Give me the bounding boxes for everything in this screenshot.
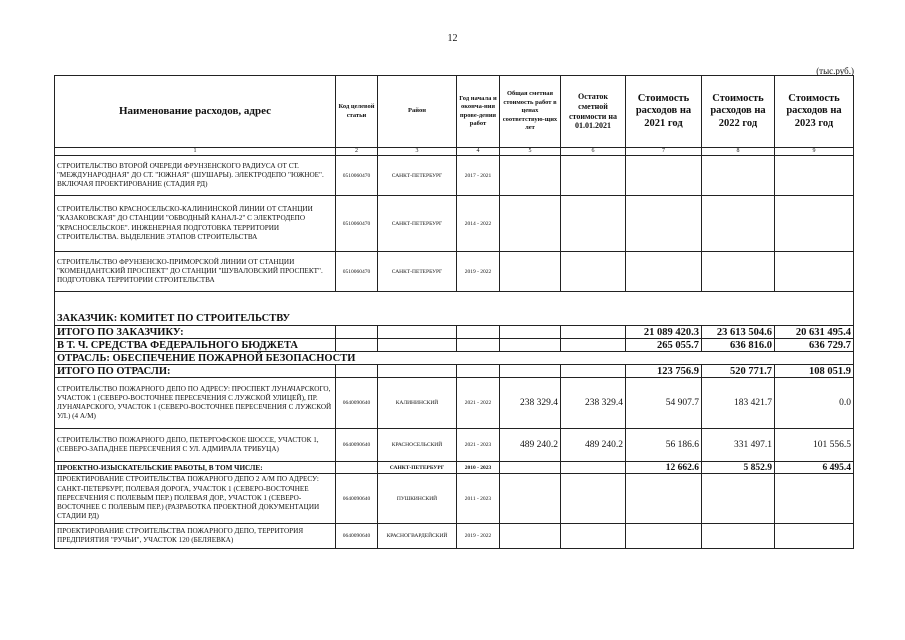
design-works-region: САНКТ-ПЕТЕРБУРГ (378, 462, 457, 474)
row-code: 0640090640 (336, 524, 378, 549)
column-number: 9 (775, 148, 854, 156)
design-works-2022: 5 852.9 (702, 462, 775, 474)
row-name: ПРОЕКТИРОВАНИЕ СТРОИТЕЛЬСТВА ПОЖАРНОГО ДЕПО, ТЕРРИТОРИЯ ПРЕДПРИЯТИЯ "РУЧЬИ", УЧАСТОК 120 (БЕЛЯЕВКА) (55, 524, 336, 549)
header-cost-2021: Стоимость расходов на 2021 год (626, 76, 702, 148)
row-region: КАЛИНИНСКИЙ (378, 378, 457, 429)
column-number: 1 (55, 148, 336, 156)
row-remaining: 238 329.4 (561, 378, 626, 429)
column-number: 5 (500, 148, 561, 156)
row-code: 0510060470 (336, 196, 378, 252)
customer-label: ЗАКАЗЧИК: КОМИТЕТ ПО СТРОИТЕЛЬСТВУ (55, 312, 854, 326)
header-remaining: Остаток сметной стоимости на 01.01.2021 (561, 76, 626, 148)
row-region: КРАСНОСЕЛЬСКИЙ (378, 429, 457, 462)
table-row (55, 378, 854, 429)
sector-row (55, 352, 854, 365)
total-sector-2023: 108 051.9 (775, 365, 854, 378)
header-cost-2022: Стоимость расходов на 2022 год (702, 76, 775, 148)
row-name: ПРОЕКТИРОВАНИЕ СТРОИТЕЛЬСТВА ПОЖАРНОГО ДЕПО 2 А/М ПО АДРЕСУ: САНКТ-ПЕТЕРБУРГ, ПОЛЕВАЯ ДОРОГА, УЧАСТОК 1 (СЕВЕРО-ВОСТОЧНЕЕ ПЕРЕСЕЧЕНИЯ С ПОЛЕВЫМ ПЕР.) ПОЛЕВАЯ ДОР., УЧАСТОК 1 (СЕВЕРО-ВОСТОЧНЕЕ С ПОЛЕВЫМ ПЕР.) (РАЗРАБОТКА ПРОЕКТНОЙ ДОКУМЕНТАЦИИ СТАДИИ РД) (55, 474, 336, 524)
header-name: Наименование расходов, адрес (55, 76, 336, 148)
total-customer-2022: 23 613 504.6 (702, 326, 775, 339)
sector-label: ОТРАСЛЬ: ОБЕСПЕЧЕНИЕ ПОЖАРНОЙ БЕЗОПАСНОСТИ (55, 352, 854, 365)
row-period: 2019 - 2022 (457, 252, 500, 292)
row-cost-2021: 56 186.6 (626, 429, 702, 462)
row-cost-2022: 331 497.1 (702, 429, 775, 462)
header-total-cost: Общая сметная стоимость работ в ценах соответствую-щих лет (500, 76, 561, 148)
federal-budget-2021: 265 055.7 (626, 339, 702, 352)
design-works-2021: 12 662.6 (626, 462, 702, 474)
spacer-row (55, 292, 854, 313)
row-region: ПУШКИНСКИЙ (378, 474, 457, 524)
row-cost-2021: 54 907.7 (626, 378, 702, 429)
budget-table (54, 75, 854, 549)
row-name: СТРОИТЕЛЬСТВО ПОЖАРНОГО ДЕПО ПО АДРЕСУ: ПРОСПЕКТ ЛУНАЧАРСКОГО, УЧАСТОК 1 (СЕВЕРО-ВОСТОЧНЕЕ ПЕРЕСЕЧЕНИЯ С ЛУЖСКОЙ УЛИЦЕЙ), ПР. ЛУНАЧАРСКОГО, УЧАСТОК 1 (СЕВЕРО-ВОСТОЧНЕЕ ПЕРЕСЕЧЕНИЯ С ЛУЖСКОЙ УЛ.) (4 А/М) (55, 378, 336, 429)
row-cost-2022: 183 421.7 (702, 378, 775, 429)
total-sector-label: ИТОГО ПО ОТРАСЛИ: (55, 365, 336, 378)
design-works-row (55, 462, 854, 474)
row-region: САНКТ-ПЕТЕРБУРГ (378, 196, 457, 252)
row-region: САНКТ-ПЕТЕРБУРГ (378, 252, 457, 292)
row-period: 2017 - 2021 (457, 156, 500, 196)
row-period: 2011 - 2023 (457, 474, 500, 524)
design-works-2023: 6 495.4 (775, 462, 854, 474)
table-row (55, 156, 854, 196)
row-total-cost: 489 240.2 (500, 429, 561, 462)
row-cost-2023: 101 556.5 (775, 429, 854, 462)
header-region: Район (378, 76, 457, 148)
row-period: 2021 - 2022 (457, 378, 500, 429)
total-sector-2021: 123 756.9 (626, 365, 702, 378)
column-numbers-row (55, 148, 854, 156)
table-row (55, 252, 854, 292)
column-number: 7 (626, 148, 702, 156)
total-sector-row (55, 365, 854, 378)
federal-budget-label: В Т. Ч. СРЕДСТВА ФЕДЕРАЛЬНОГО БЮДЖЕТА (55, 339, 336, 352)
design-works-label: ПРОЕКТНО-ИЗЫСКАТЕЛЬСКИЕ РАБОТЫ, В ТОМ ЧИСЛЕ: (55, 462, 336, 474)
row-name: СТРОИТЕЛЬСТВО ПОЖАРНОГО ДЕПО, ПЕТЕРГОФСКОЕ ШОССЕ, УЧАСТОК 1, (СЕВЕРО-ЗАПАДНЕЕ ПЕРЕСЕЧЕНИЯ С УЛ. АДМИРАЛА ТРИБУЦА) (55, 429, 336, 462)
row-region: САНКТ-ПЕТЕРБУРГ (378, 156, 457, 196)
header-cost-2023: Стоимость расходов на 2023 год (775, 76, 854, 148)
row-code: 0640090640 (336, 474, 378, 524)
row-code: 0510060470 (336, 156, 378, 196)
federal-budget-row (55, 339, 854, 352)
design-works-period: 2010 - 2023 (457, 462, 500, 474)
federal-budget-2022: 636 816.0 (702, 339, 775, 352)
total-sector-2022: 520 771.7 (702, 365, 775, 378)
table-row (55, 196, 854, 252)
units-label: (тыс.руб.) (816, 66, 854, 76)
header-row (55, 76, 854, 148)
header-period: Год начала и оконча-ния прове-дения работ (457, 76, 500, 148)
row-period: 2019 - 2022 (457, 524, 500, 549)
row-code: 0510060470 (336, 252, 378, 292)
table-row (55, 474, 854, 524)
row-period: 2021 - 2023 (457, 429, 500, 462)
row-name: СТРОИТЕЛЬСТВО ФРУНЗЕНСКО-ПРИМОРСКОЙ ЛИНИИ ОТ СТАНЦИИ "КОМЕНДАНТСКИЙ ПРОСПЕКТ" ДО СТАНЦИИ "ШУВАЛОВСКИЙ ПРОСПЕКТ". ПОДГОТОВКА ТЕРРИТОРИИ СТРОИТЕЛЬСТВА (55, 252, 336, 292)
table-row (55, 524, 854, 549)
column-number: 3 (378, 148, 457, 156)
row-total-cost: 238 329.4 (500, 378, 561, 429)
total-customer-row (55, 326, 854, 339)
row-code: 0640090640 (336, 378, 378, 429)
header-code: Код целевой статьи (336, 76, 378, 148)
customer-row (55, 312, 854, 326)
column-number: 8 (702, 148, 775, 156)
row-region: КРАСНОГВАРДЕЙСКИЙ (378, 524, 457, 549)
row-remaining: 489 240.2 (561, 429, 626, 462)
total-customer-2021: 21 089 420.3 (626, 326, 702, 339)
row-period: 2014 - 2022 (457, 196, 500, 252)
total-customer-label: ИТОГО ПО ЗАКАЗЧИКУ: (55, 326, 336, 339)
total-customer-2023: 20 631 495.4 (775, 326, 854, 339)
row-code: 0640090640 (336, 429, 378, 462)
page-number: 12 (447, 33, 458, 44)
column-number: 4 (457, 148, 500, 156)
federal-budget-2023: 636 729.7 (775, 339, 854, 352)
table-row (55, 429, 854, 462)
column-number: 6 (561, 148, 626, 156)
column-number: 2 (336, 148, 378, 156)
row-cost-2023: 0.0 (775, 378, 854, 429)
row-name: СТРОИТЕЛЬСТВО ВТОРОЙ ОЧЕРЕДИ ФРУНЗЕНСКОГО РАДИУСА ОТ СТ. "МЕЖДУНАРОДНАЯ" ДО СТ. "ЮЖНАЯ" (ШУШАРЫ). ЭЛЕКТРОДЕПО "ЮЖНОЕ". ВКЛЮЧАЯ ПРОЕКТИРОВАНИЕ (СТАДИЯ РД) (55, 156, 336, 196)
row-name: СТРОИТЕЛЬСТВО КРАСНОСЕЛЬСКО-КАЛИНИНСКОЙ ЛИНИИ ОТ СТАНЦИИ "КАЗАКОВСКАЯ" ДО СТАНЦИИ "ОБВОДНЫЙ КАНАЛ-2" С ЭЛЕКТРОДЕПО "КРАСНОСЕЛЬСКОЕ". ИНЖЕНЕРНАЯ ПОДГОТОВКА ТЕРРИТОРИИ СТРОИТЕЛЬСТВА. ВЫДЕЛЕНИЕ ЭТАПОВ СТРОИТЕЛЬСТВА (55, 196, 336, 252)
